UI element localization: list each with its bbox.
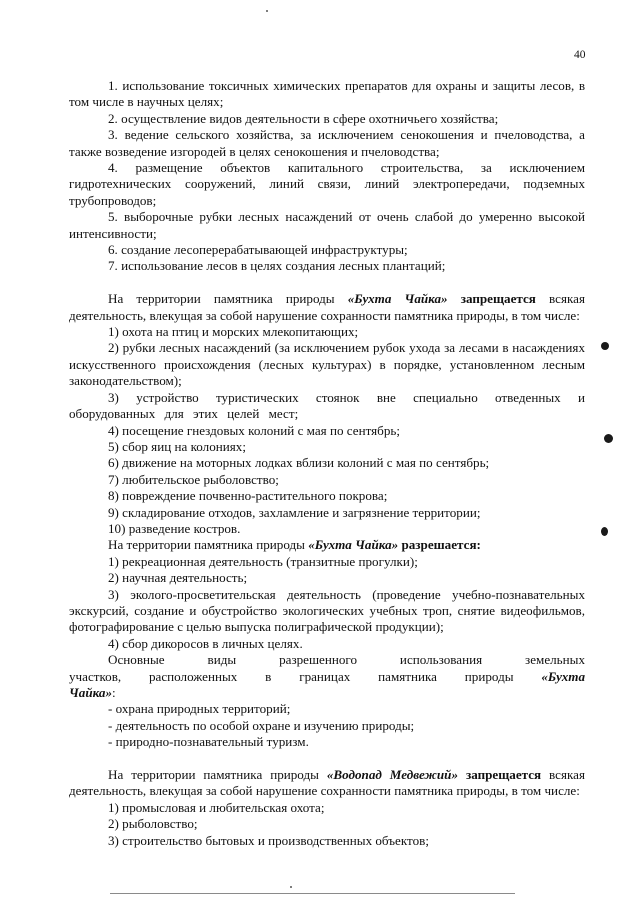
paragraph: 1) рекреационная деятельность (транзитные прогулки); [108, 553, 418, 569]
paragraph: 5. выборочные рубки лесных насаждений от очень слабой до умеренно высокой интенсивности; [69, 209, 585, 241]
paragraph: - природно-познавательный туризм. [108, 734, 309, 750]
section-intro-paragraph [69, 767, 585, 800]
scan-speck [290, 886, 292, 888]
keyword-prohibited: запрещается [458, 767, 542, 783]
paragraph: - охрана природных территорий; [108, 701, 291, 717]
page-number: 40 [574, 49, 586, 61]
binder-hole-mark [604, 434, 613, 443]
paragraph: - деятельность по особой охране и изучению природы; [108, 717, 415, 733]
paragraph: 6. создание лесоперерабатывающей инфраструктуры; [108, 242, 408, 258]
keyword-allowed: разрешается: [398, 537, 481, 553]
paragraph: 3) строительство бытовых и производственных объектов; [108, 832, 429, 848]
text-run: На территории памятника природы [108, 537, 309, 553]
text-run: всякая деятельность, влекущая за собой нарушение сохранности памятника природы, в том числе: [69, 767, 585, 799]
monument-name: «Бухта Чайка» [347, 291, 448, 307]
monument-name: «Водопад Медвежий» [326, 767, 459, 783]
monument-name: «Бухта Чайка» [69, 668, 585, 701]
scan-edge-line [110, 893, 515, 894]
paragraph: 3) эколого-просветительская деятельность (проведение учебно-познавательных экскурсий, создание и обустройство экологических учебных троп, снятие видеофильмов, фотографирование с целью выпуска полиграфической продукции); [69, 586, 585, 635]
text-run: всякая деятельность, влекущая за собой нарушение сохранности памятника природы, в том числе: [69, 291, 585, 323]
binder-hole-mark [601, 342, 609, 350]
section-intro-paragraph [69, 652, 585, 701]
monument-name: «Бухта Чайка» [308, 537, 399, 553]
keyword-prohibited: запрещается [447, 291, 536, 307]
binder-hole-mark [601, 527, 608, 536]
text-run: : [112, 685, 116, 701]
paragraph: 2) рыболовство; [108, 816, 198, 832]
paragraph: 2) рубки лесных насаждений (за исключением рубок ухода за лесами в насаждениях искусственного происхождения (лесных культурах) в порядке, установленном лесным законодательством); [69, 340, 585, 389]
paragraph: 7) любительское рыболовство; [108, 471, 279, 487]
text-run: Основные виды разрешенного использования земельных участков, расположенных в границах памятника природы [69, 652, 585, 684]
document-body [69, 78, 585, 849]
scan-speck [266, 10, 268, 12]
text-run: На территории памятника природы [108, 767, 327, 783]
paragraph: 5) сбор яиц на колониях; [108, 438, 246, 454]
paragraph: 1) промысловая и любительская охота; [108, 799, 325, 815]
section-intro-paragraph [69, 537, 585, 553]
text-run: На территории памятника природы [108, 291, 348, 307]
paragraph: 4) посещение гнездовых колоний с мая по сентябрь; [108, 422, 400, 438]
paragraph: 2. осуществление видов деятельности в сфере охотничьего хозяйства; [108, 110, 499, 126]
paragraph: 1. использование токсичных химических препаратов для охраны и защиты лесов, в том числе в научных целях; [69, 78, 585, 110]
paragraph: 1) охота на птиц и морских млекопитающих; [108, 324, 359, 340]
paragraph: 6) движение на моторных лодках вблизи колоний с мая по сентябрь; [108, 455, 490, 471]
paragraph: 8) повреждение почвенно-растительного покрова; [108, 488, 388, 504]
paragraph: 3) устройство туристических стоянок вне специально отведенных и оборудованных для этих целей мест; [69, 389, 585, 422]
paragraph: 4. размещение объектов капитального строительства, за исключением гидротехнических сооружений, линий связи, линий электропередачи, подземных трубопроводов; [69, 160, 585, 208]
paragraph: 7. использование лесов в целях создания лесных плантаций; [108, 258, 446, 274]
paragraph: 9) складирование отходов, захламление и загрязнение территории; [108, 504, 481, 520]
paragraph: 4) сбор дикоросов в личных целях. [108, 635, 303, 651]
paragraph: 10) разведение костров. [108, 520, 241, 536]
section-intro-paragraph [69, 291, 585, 324]
paragraph: 3. ведение сельского хозяйства, за исключением сенокошения и пчеловодства, а также возведение изгородей в целях сенокошения и пчеловодства; [69, 127, 585, 159]
paragraph: 2) научная деятельность; [108, 570, 248, 586]
